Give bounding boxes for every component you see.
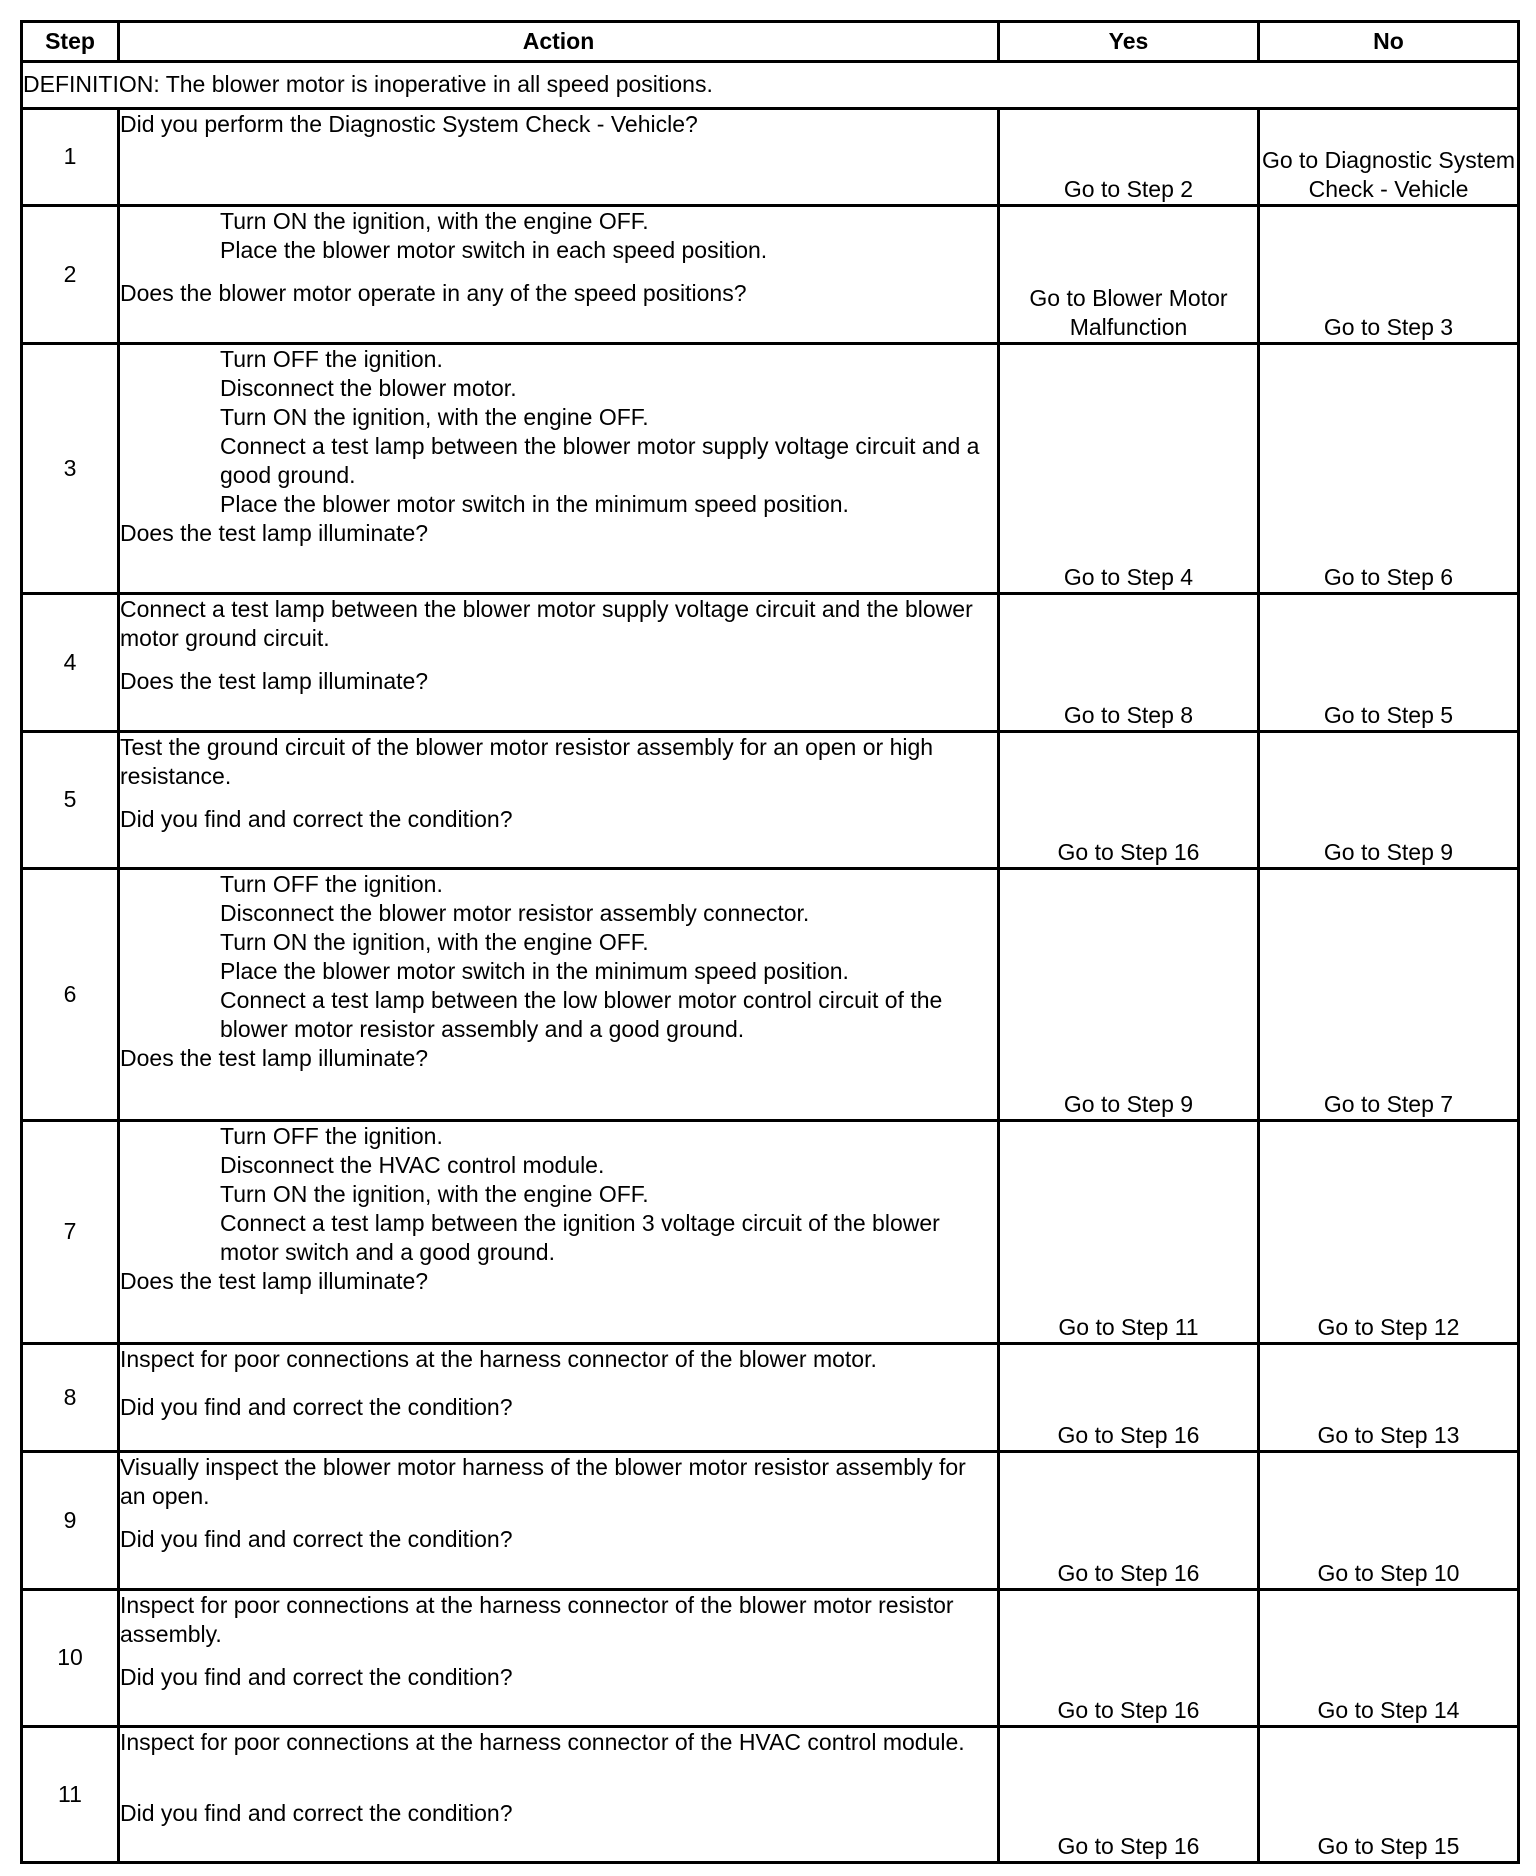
step-number: 10 bbox=[22, 1589, 119, 1726]
step-number: 4 bbox=[22, 594, 119, 731]
step-action bbox=[119, 1726, 999, 1862]
action-instruction: Connect a test lamp between the low blower motor control circuit of the blower motor resistor assembly and a good ground. bbox=[220, 986, 943, 1042]
step-action bbox=[119, 594, 999, 731]
yes-outcome: Go to Step 4 bbox=[999, 343, 1259, 594]
header-yes: Yes bbox=[999, 22, 1259, 62]
yes-outcome: Go to Step 9 bbox=[999, 868, 1259, 1120]
step-number: 3 bbox=[22, 343, 119, 594]
header-row bbox=[22, 22, 1519, 62]
yes-outcome: Go to Blower Motor Malfunction bbox=[999, 206, 1259, 343]
header-no: No bbox=[1259, 22, 1519, 62]
action-question: Did you find and correct the condition? bbox=[120, 1393, 513, 1420]
action-instruction: Connect a test lamp between the blower motor supply voltage circuit and a good ground. bbox=[220, 432, 980, 488]
action-question: Does the test lamp illuminate? bbox=[120, 1044, 429, 1071]
diagnostic-table bbox=[20, 20, 1520, 1864]
no-outcome: Go to Diagnostic System Check - Vehicle bbox=[1259, 108, 1519, 206]
action-instruction: Place the blower motor switch in the minimum speed position. bbox=[220, 957, 849, 984]
no-outcome: Go to Step 6 bbox=[1259, 343, 1519, 594]
step-action bbox=[119, 1452, 999, 1589]
step-number: 11 bbox=[22, 1726, 119, 1862]
step-action bbox=[119, 343, 999, 594]
action-instruction: Turn ON the ignition, with the engine OFF. bbox=[220, 403, 649, 430]
no-outcome: Go to Step 10 bbox=[1259, 1452, 1519, 1589]
action-instruction: Connect a test lamp between the blower motor supply voltage circuit and the blower motor ground circuit. bbox=[120, 596, 973, 652]
action-question: Did you find and correct the condition? bbox=[120, 805, 513, 832]
step-row bbox=[22, 1726, 1519, 1862]
yes-outcome: Go to Step 11 bbox=[999, 1120, 1259, 1343]
step-action bbox=[119, 206, 999, 343]
step-row bbox=[22, 1343, 1519, 1452]
action-instruction: Disconnect the blower motor resistor assembly connector. bbox=[220, 899, 810, 926]
yes-outcome: Go to Step 16 bbox=[999, 1343, 1259, 1452]
step-number: 5 bbox=[22, 731, 119, 868]
action-question: Does the test lamp illuminate? bbox=[120, 1267, 429, 1294]
step-row bbox=[22, 1452, 1519, 1589]
yes-outcome: Go to Step 2 bbox=[999, 108, 1259, 206]
yes-outcome: Go to Step 16 bbox=[999, 731, 1259, 868]
step-row bbox=[22, 594, 1519, 731]
step-row bbox=[22, 731, 1519, 868]
no-outcome: Go to Step 5 bbox=[1259, 594, 1519, 731]
header-step: Step bbox=[22, 22, 119, 62]
action-instruction: Turn OFF the ignition. bbox=[220, 870, 443, 897]
yes-outcome: Go to Step 16 bbox=[999, 1589, 1259, 1726]
action-instruction: Disconnect the blower motor. bbox=[220, 374, 517, 401]
action-instruction: Place the blower motor switch in each speed position. bbox=[220, 237, 768, 264]
step-row bbox=[22, 1120, 1519, 1343]
action-question: Does the test lamp illuminate? bbox=[120, 519, 429, 546]
no-outcome: Go to Step 13 bbox=[1259, 1343, 1519, 1452]
action-instruction: Inspect for poor connections at the harness connector of the HVAC control module. bbox=[120, 1728, 965, 1755]
step-row bbox=[22, 343, 1519, 594]
step-number: 6 bbox=[22, 868, 119, 1120]
step-action bbox=[119, 108, 999, 206]
action-instruction: Turn ON the ignition, with the engine OFF. bbox=[220, 928, 649, 955]
step-action bbox=[119, 1343, 999, 1452]
definition-text: DEFINITION: The blower motor is inoperative in all speed positions. bbox=[22, 62, 1519, 109]
action-instruction: Turn OFF the ignition. bbox=[220, 1122, 443, 1149]
step-row bbox=[22, 206, 1519, 343]
action-instruction: Turn ON the ignition, with the engine OFF. bbox=[220, 208, 649, 235]
no-outcome: Go to Step 15 bbox=[1259, 1726, 1519, 1862]
action-instruction: Disconnect the HVAC control module. bbox=[220, 1151, 605, 1178]
step-action bbox=[119, 731, 999, 868]
step-number: 1 bbox=[22, 108, 119, 206]
step-row bbox=[22, 1589, 1519, 1726]
action-question: Did you find and correct the condition? bbox=[120, 1799, 513, 1826]
action-instruction: Visually inspect the blower motor harness of the blower motor resistor assembly for an open. bbox=[120, 1454, 966, 1510]
step-row bbox=[22, 108, 1519, 206]
action-instruction: Place the blower motor switch in the minimum speed position. bbox=[220, 490, 849, 517]
action-instruction: Test the ground circuit of the blower motor resistor assembly for an open or high resistance. bbox=[120, 733, 934, 789]
yes-outcome: Go to Step 16 bbox=[999, 1452, 1259, 1589]
no-outcome: Go to Step 3 bbox=[1259, 206, 1519, 343]
definition-row bbox=[22, 62, 1519, 109]
action-question: Does the blower motor operate in any of the speed positions? bbox=[120, 280, 747, 307]
yes-outcome: Go to Step 8 bbox=[999, 594, 1259, 731]
action-instruction: Inspect for poor connections at the harness connector of the blower motor. bbox=[120, 1345, 877, 1372]
action-instruction: Turn ON the ignition, with the engine OFF. bbox=[220, 1180, 649, 1207]
no-outcome: Go to Step 12 bbox=[1259, 1120, 1519, 1343]
step-number: 9 bbox=[22, 1452, 119, 1589]
no-outcome: Go to Step 9 bbox=[1259, 731, 1519, 868]
step-number: 2 bbox=[22, 206, 119, 343]
step-action bbox=[119, 868, 999, 1120]
action-instruction: Inspect for poor connections at the harness connector of the blower motor resistor assembly. bbox=[120, 1591, 954, 1647]
step-row bbox=[22, 868, 1519, 1120]
action-instruction: Turn OFF the ignition. bbox=[220, 345, 443, 372]
action-question: Did you find and correct the condition? bbox=[120, 1663, 513, 1690]
action-question: Did you find and correct the condition? bbox=[120, 1526, 513, 1553]
no-outcome: Go to Step 14 bbox=[1259, 1589, 1519, 1726]
step-action bbox=[119, 1120, 999, 1343]
action-question: Does the test lamp illuminate? bbox=[120, 668, 429, 695]
yes-outcome: Go to Step 16 bbox=[999, 1726, 1259, 1862]
step-number: 7 bbox=[22, 1120, 119, 1343]
step-action bbox=[119, 1589, 999, 1726]
no-outcome: Go to Step 7 bbox=[1259, 868, 1519, 1120]
header-action: Action bbox=[119, 22, 999, 62]
action-question: Did you perform the Diagnostic System Check - Vehicle? bbox=[120, 110, 698, 137]
action-instruction: Connect a test lamp between the ignition 3 voltage circuit of the blower motor switch and a good ground. bbox=[220, 1209, 940, 1265]
step-number: 8 bbox=[22, 1343, 119, 1452]
